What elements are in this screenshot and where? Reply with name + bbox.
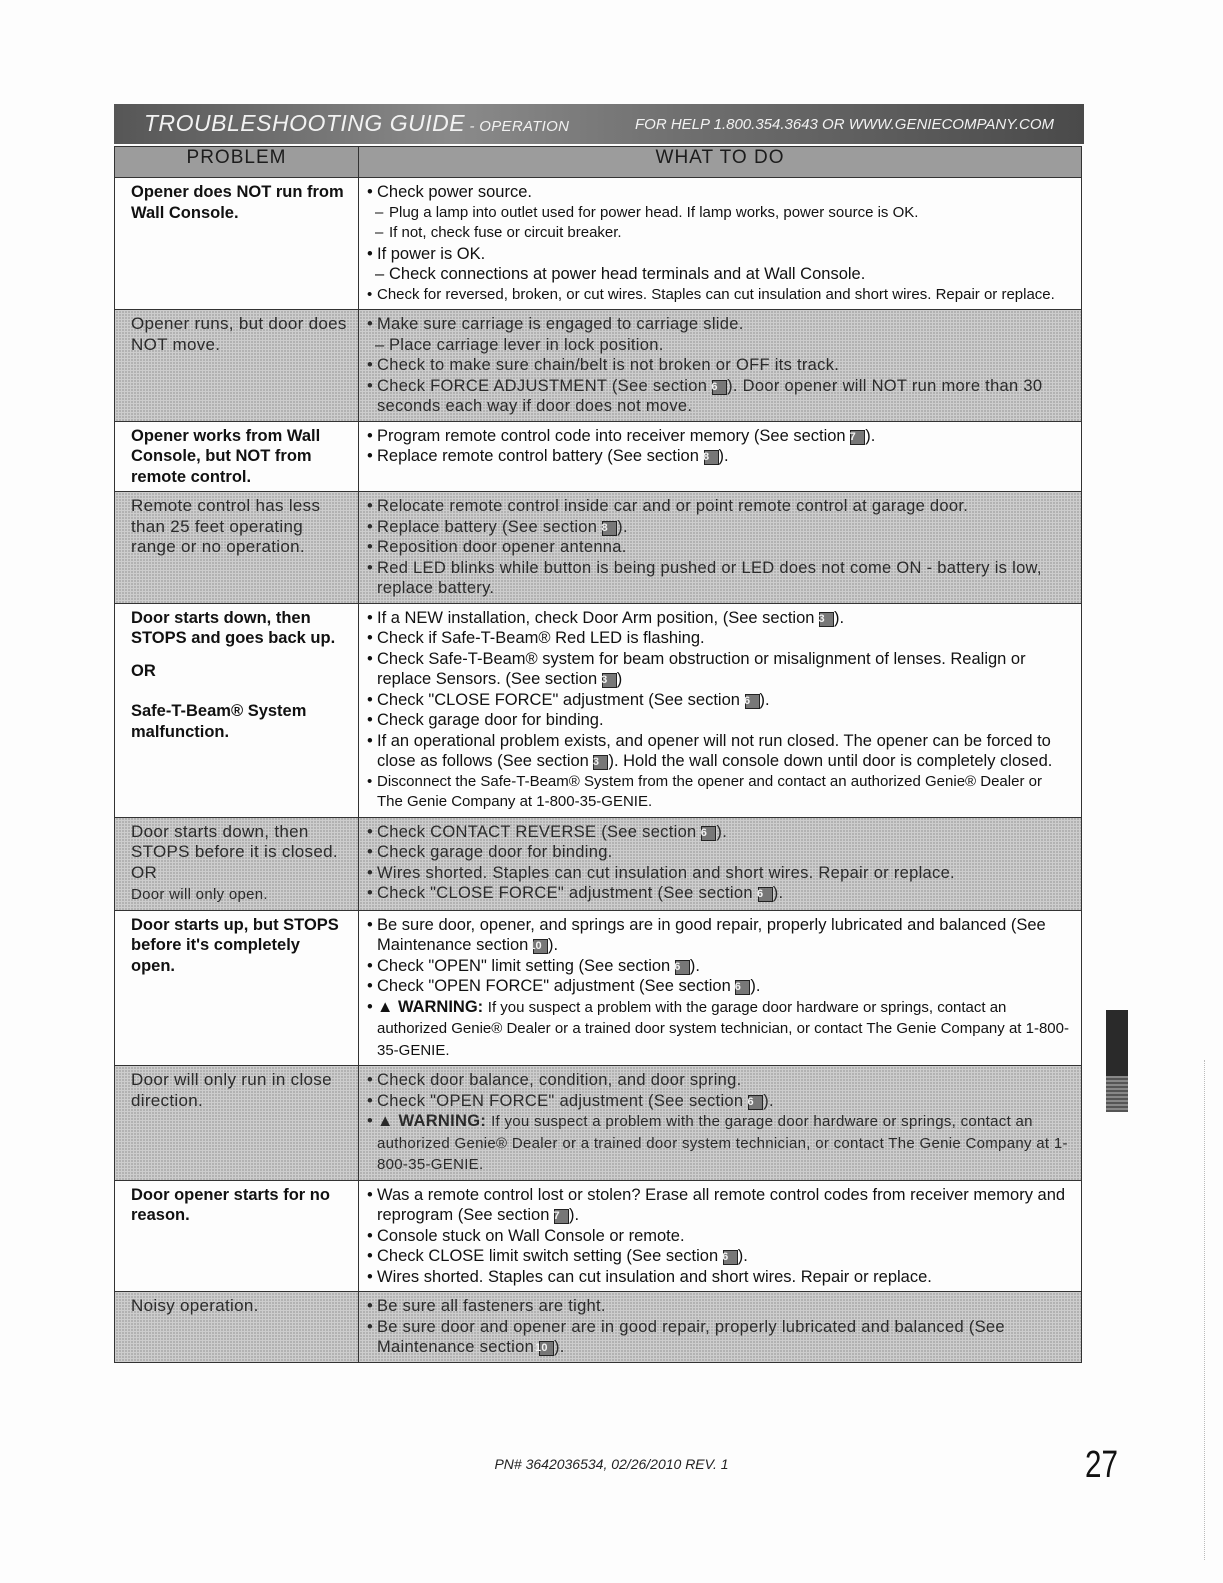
table-row [115, 310, 1082, 422]
solution-cell [359, 817, 1082, 910]
section-tab-icon: 6 [745, 694, 760, 709]
list-item [367, 976, 1069, 997]
page-thumb-tab [1106, 1010, 1128, 1112]
item-text: Replace battery (See section [377, 517, 598, 536]
list-item [367, 517, 1069, 538]
solution-cell [359, 492, 1082, 604]
list-item [367, 1185, 1069, 1226]
list-item [367, 883, 1069, 904]
item-text: ). [547, 936, 559, 954]
page-number: 27 [1085, 1444, 1118, 1486]
item-text: Check "CLOSE FORCE" adjustment (See section [377, 884, 753, 902]
part-number-footer: PN# 3642036534, 02/26/2010 REV. 1 [494, 1456, 729, 1472]
list-item [367, 915, 1069, 956]
item-text: Be sure door and opener are in good repair, properly lubricated and balanced (See Maintenance section [377, 1317, 1005, 1356]
item-text: ). [750, 977, 761, 995]
problem-cell: Noisy operation. [115, 1292, 359, 1363]
list-item: • Disconnect the Safe-T-Beam® System from the opener and contact an authorized Genie® Dealer or The Genie Company at 1-800-35-GENIE. [367, 772, 1069, 813]
banner-help-contact: FOR HELP 1.800.354.3643 OR WWW.GENIECOMPANY.COM [634, 116, 1054, 133]
troubleshooting-table [114, 146, 1082, 1363]
what-to-do-column-header: WHAT TO DO [359, 147, 1082, 178]
table-row [115, 492, 1082, 604]
section-tab-icon: 8 [602, 521, 617, 536]
solution-cell [359, 1066, 1082, 1181]
section-tab-icon: 6 [675, 960, 690, 975]
table-row [115, 817, 1082, 910]
problem-text: Door starts down, then STOPS before it is closed. [131, 821, 338, 861]
item-text: ) [616, 670, 623, 688]
problem-column-header: PROBLEM [115, 147, 359, 178]
list-item [367, 1317, 1069, 1358]
solution-cell [359, 421, 1082, 492]
section-tab-icon: 6 [735, 980, 750, 995]
table-row [115, 1292, 1082, 1363]
list-item: • Wires shorted. Staples can cut insulation and short wires. Repair or replace. [367, 863, 1069, 884]
section-tab-icon: 8 [704, 450, 719, 465]
list-item: • Red LED blinks while button is being pushed or LED does not come ON - battery is low, replace battery. [367, 558, 1069, 599]
banner-subtitle: - OPERATION [465, 118, 570, 135]
problem-or: OR [131, 862, 158, 882]
item-text: Check CLOSE limit switch setting (See section [377, 1247, 719, 1265]
warning-text: If you suspect a problem with the garage door hardware or springs, contact an authorized Genie® Dealer or a trained door system technician, or contact The Genie Company at 1-800-35-GENIE. [377, 998, 1069, 1059]
solution-cell [359, 310, 1082, 422]
solution-cell [359, 603, 1082, 817]
table-header-row [115, 147, 1082, 178]
section-tab-icon: 6 [701, 826, 716, 841]
item-text: Check FORCE ADJUSTMENT (See section [377, 376, 708, 395]
problem-cell: Opener works from Wall Console, but NOT from remote control. [115, 421, 359, 492]
table-row [115, 1066, 1082, 1181]
table-row [115, 910, 1082, 1066]
list-item [367, 1111, 1069, 1176]
section-tab-icon: 7 [554, 1209, 569, 1224]
section-tab-icon: 3 [593, 755, 608, 770]
warning-label: WARNING: [397, 997, 484, 1016]
item-text: ). Hold the wall console down until door is completely closed. [608, 752, 1053, 770]
list-item [367, 1246, 1069, 1267]
list-item: • Console stuck on Wall Console or remote. [367, 1226, 1069, 1247]
item-text: If an operational problem exists, and opener will not run closed. The opener can be forced to close as follows (See section [377, 731, 1051, 770]
list-item [367, 446, 1069, 467]
banner-title-text: TROUBLESHOOTING GUIDE [144, 110, 466, 136]
list-item [367, 649, 1069, 690]
warning-icon: ▲ [377, 1112, 394, 1130]
item-text: Check Safe-T-Beam® system for beam obstruction or misalignment of lenses. Realign or replace Sensors. (See section [377, 649, 1026, 688]
list-item: • Check to make sure chain/belt is not broken or OFF its track. [367, 355, 1069, 376]
section-tab-icon: 6 [758, 887, 773, 902]
section-tab-icon: 10 [539, 1341, 554, 1356]
list-item: • Check for reversed, broken, or cut wires. Staples can cut insulation and short wires. Repair or replace. [367, 285, 1069, 306]
item-text: Check "OPEN FORCE" adjustment (See section [377, 1091, 744, 1110]
item-text: Check "OPEN FORCE" adjustment (See section [377, 977, 731, 995]
list-item [367, 822, 1069, 843]
problem-cell: Door opener starts for no reason. [115, 1180, 359, 1292]
problem-cell: Door starts up, but STOPS before it's completely open. [115, 910, 359, 1066]
table-row [115, 603, 1082, 817]
list-item: – Check connections at power head terminals and at Wall Console. [367, 264, 1069, 285]
item-text: ). [718, 447, 729, 465]
list-item: • Relocate remote control inside car and or point remote control at garage door. [367, 496, 1069, 517]
list-item: • Check garage door for binding. [367, 842, 1069, 863]
item-text: Check "CLOSE FORCE" adjustment (See section [377, 690, 740, 709]
list-item: – If not, check fuse or circuit breaker. [367, 223, 1069, 244]
item-text: ). [617, 517, 628, 536]
item-text: ). [865, 426, 876, 445]
table-row [115, 421, 1082, 492]
table-row [115, 1180, 1082, 1292]
list-item [367, 426, 1069, 447]
page-edge-mark [1204, 1060, 1205, 1560]
problem-cell: Opener runs, but door does NOT move. [115, 310, 359, 422]
section-tab-icon: 3 [602, 673, 617, 688]
problem-cell [115, 603, 359, 817]
problem-text: Safe-T-Beam® System malfunction. [131, 702, 307, 741]
item-text: Check "OPEN" limit setting (See section [377, 956, 671, 975]
solution-cell [359, 178, 1082, 310]
solution-cell [359, 910, 1082, 1066]
list-item: • If power is OK. [367, 244, 1069, 265]
list-item [367, 731, 1069, 772]
item-text: Be sure door, opener, and springs are in good repair, properly lubricated and balanced (See Maintenance section [377, 915, 1046, 954]
item-text: ). [834, 608, 845, 627]
list-item: – Plug a lamp into outlet used for power head. If lamp works, power source is OK. [367, 203, 1069, 224]
problem-cell: Opener does NOT run from Wall Console. [115, 178, 359, 310]
list-item: • Check garage door for binding. [367, 710, 1069, 731]
list-item: • Be sure all fasteners are tight. [367, 1296, 1069, 1317]
section-tab-icon: 7 [850, 430, 865, 445]
item-text: ). [763, 1091, 774, 1110]
section-banner [114, 104, 1084, 144]
section-tab-icon: 10 [533, 939, 548, 954]
problem-or: OR [131, 661, 156, 680]
list-item: • Make sure carriage is engaged to carriage slide. [367, 314, 1069, 335]
problem-cell: Remote control has less than 25 feet operating range or no operation. [115, 492, 359, 604]
section-tab-icon: 6 [748, 1095, 763, 1110]
item-text: ). [689, 956, 700, 975]
item-text: Program remote control code into receiver memory (See section [377, 426, 846, 445]
solution-cell [359, 1180, 1082, 1292]
item-text: ). [569, 1206, 580, 1224]
list-item [367, 376, 1069, 417]
list-item: • Check power source. [367, 182, 1069, 203]
section-tab-icon: 6 [712, 380, 727, 395]
problem-text: Door will only open. [131, 886, 268, 903]
warning-icon: ▲ [377, 997, 394, 1016]
section-tab-icon: 3 [819, 612, 834, 627]
list-item [367, 1091, 1069, 1112]
list-item [367, 956, 1069, 977]
list-item [367, 997, 1069, 1062]
list-item [367, 690, 1069, 711]
item-text: Was a remote control lost or stolen? Erase all remote control codes from receiver memory and reprogram (See section [377, 1185, 1066, 1224]
list-item: • Wires shorted. Staples can cut insulation and short wires. Repair or replace. [367, 1267, 1069, 1288]
table-row [115, 178, 1082, 310]
thumb-tab-pattern [1106, 1076, 1128, 1112]
warning-label: WARNING: [398, 1112, 487, 1130]
list-item: – Place carriage lever in lock position. [367, 335, 1069, 356]
problem-cell [115, 817, 359, 910]
list-item [367, 608, 1069, 629]
item-text: If a NEW installation, check Door Arm position, (See section [377, 608, 815, 627]
list-item: • Check if Safe-T-Beam® Red LED is flashing. [367, 628, 1069, 649]
item-text: ). Door opener will NOT run more than 30 seconds each way if door does not move. [377, 376, 1043, 415]
item-text: Check CONTACT REVERSE (See section [377, 822, 697, 841]
list-item: • Reposition door opener antenna. [367, 537, 1069, 558]
warning-text: If you suspect a problem with the garage door hardware or springs, contact an authorized Genie® Dealer or a trained door system technician, or contact The Genie Company at 1-800-35-GENIE. [377, 1113, 1068, 1173]
problem-cell: Door will only run in close direction. [115, 1066, 359, 1181]
problem-text: Door starts down, then STOPS and goes back up. [131, 608, 336, 647]
item-text: ). [716, 822, 728, 841]
banner-title [144, 110, 569, 137]
item-text: ). [737, 1247, 748, 1265]
item-text: ). [772, 884, 784, 902]
item-text: ). [553, 1338, 565, 1356]
list-item: • Check door balance, condition, and door spring. [367, 1070, 1069, 1091]
section-tab-icon: 6 [723, 1250, 738, 1265]
solution-cell [359, 1292, 1082, 1363]
item-text: ). [759, 690, 770, 709]
item-text: Replace remote control battery (See section [377, 447, 699, 465]
